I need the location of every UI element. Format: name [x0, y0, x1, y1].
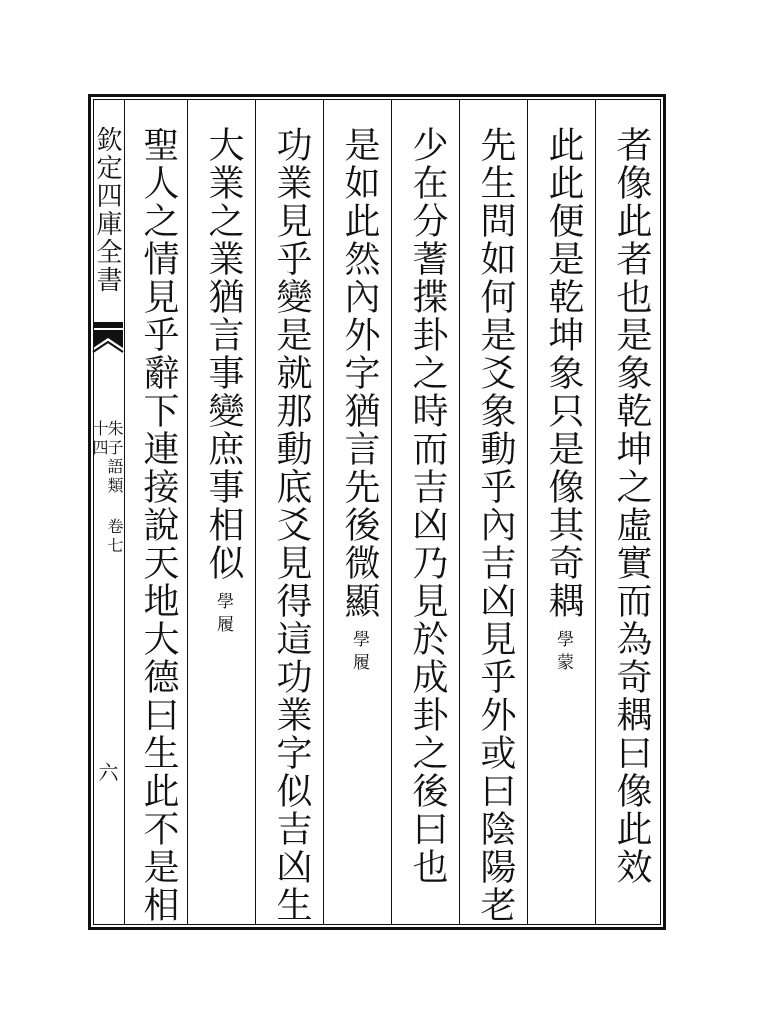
- text-column-4: [403, 126, 451, 916]
- column-divider: [527, 99, 528, 925]
- text-column-1: [607, 126, 655, 916]
- column-divider: [459, 99, 460, 925]
- column-text: 先生問如何是爻象動乎內吉凶見乎外或曰陰陽老: [475, 126, 516, 924]
- column-text: 大業之業猶言事變庶事相似: [203, 126, 244, 582]
- column-divider: [391, 99, 392, 925]
- attribution-note: 學履: [213, 592, 233, 638]
- column-divider: [255, 99, 256, 925]
- book-title: 朱子語類 卷七十四: [90, 420, 124, 556]
- column-divider: [187, 99, 188, 925]
- text-column-6: [267, 126, 315, 924]
- text-column-3: [471, 126, 519, 924]
- text-column-7: [199, 126, 247, 916]
- column-divider: [323, 99, 324, 925]
- attribution-note: 學蒙: [553, 630, 573, 676]
- margin-divider: [124, 99, 125, 925]
- page-number: 六: [95, 762, 119, 782]
- column-text: 少在分蓍揲卦之時而吉凶乃見於成卦之後曰也: [407, 126, 448, 886]
- column-text: 是如此然內外字猶言先後微顯: [339, 126, 380, 620]
- text-column-5: [335, 126, 383, 916]
- attribution-note: 學履: [349, 630, 369, 676]
- fish-tail-ornament: [93, 322, 123, 372]
- column-divider: [595, 99, 596, 925]
- column-text: 功業見乎變是就那動底爻見得這功業字似吉凶生: [271, 126, 312, 924]
- column-text: 者像此者也是象乾坤之虛實而為奇耦曰像此效: [611, 126, 652, 886]
- text-column-8: [134, 126, 182, 924]
- column-text: 聖人之情見乎辭下連接說天地大德曰生此不是相: [138, 126, 179, 924]
- text-column-2: [539, 126, 587, 916]
- collection-title: 欽定四庫全書: [92, 126, 122, 294]
- column-text: 此此便是乾坤象只是像其奇耦: [543, 126, 584, 620]
